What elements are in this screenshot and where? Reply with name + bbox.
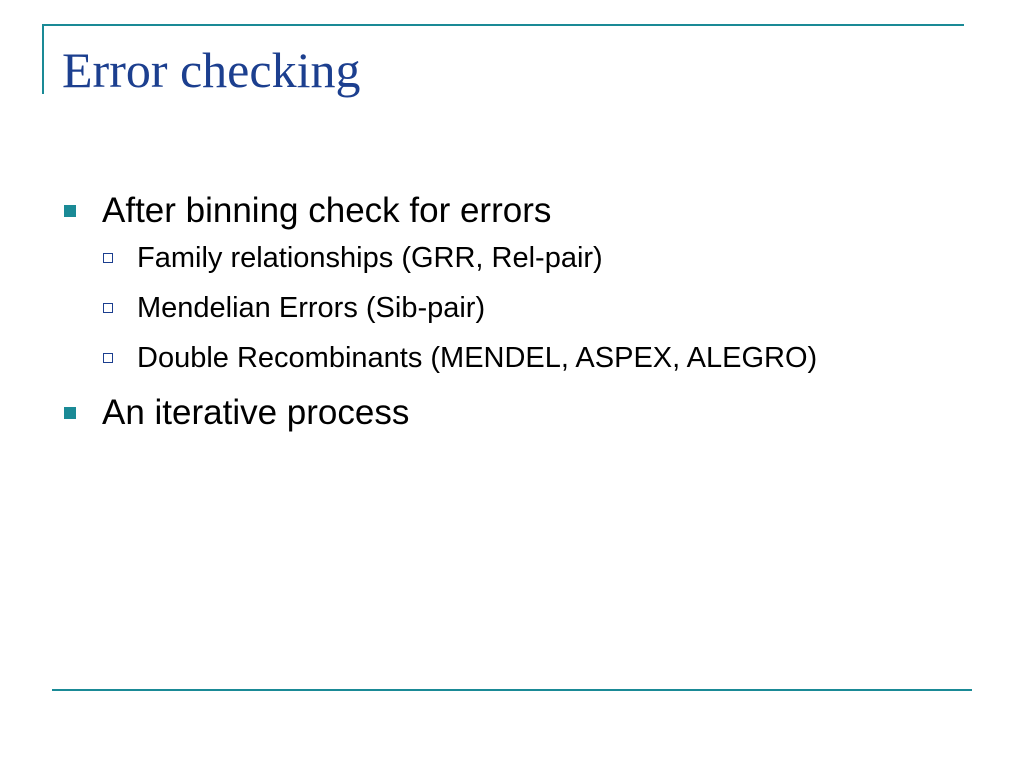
sub-bullet-list: [60, 240, 960, 376]
sub-bullet-item: [60, 340, 877, 376]
filled-square-bullet-icon: [64, 407, 76, 419]
sub-bullet-item: [60, 290, 877, 326]
hollow-square-bullet-icon: [103, 303, 113, 313]
top-rule: [42, 24, 964, 26]
bullet-text: An iterative process: [102, 393, 410, 432]
bullet-list: [60, 190, 960, 442]
bullet-text: After binning check for errors: [102, 191, 552, 230]
bottom-rule: [52, 689, 972, 691]
bullet-item: [60, 190, 960, 232]
hollow-square-bullet-icon: [103, 253, 113, 263]
sub-bullet-text: Mendelian Errors (Sib-pair): [137, 292, 486, 324]
hollow-square-bullet-icon: [103, 353, 113, 363]
slide-title: Error checking: [62, 42, 361, 98]
sub-bullet-text: Family relationships (GRR, Rel-pair): [137, 242, 603, 274]
sub-bullet-item: [60, 240, 877, 276]
left-rule: [42, 24, 44, 94]
filled-square-bullet-icon: [64, 205, 76, 217]
sub-bullet-text: Double Recombinants (MENDEL, ASPEX, ALEGRO): [137, 342, 818, 374]
bullet-item: [60, 392, 960, 434]
